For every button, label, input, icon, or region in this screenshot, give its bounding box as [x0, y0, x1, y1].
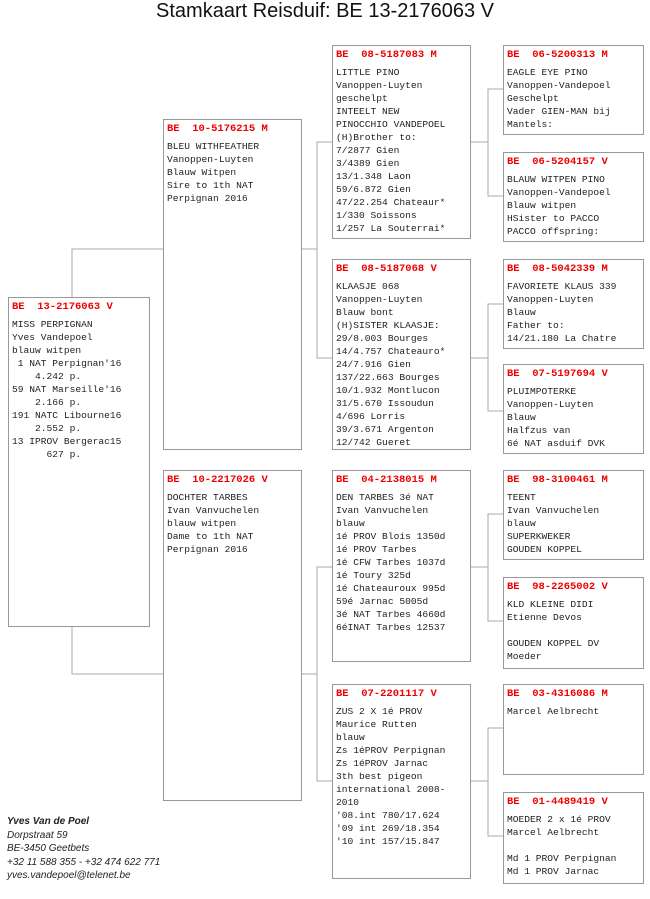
card-line: GOUDEN KOPPEL [507, 544, 582, 555]
card-line: 3th best pigeon [336, 771, 423, 782]
card-line: international 2008- [336, 784, 446, 795]
card-line: KLAASJE 068 [336, 281, 400, 292]
card-line: LITTLE PINO [336, 67, 400, 78]
subject-pigeon-card [8, 297, 150, 627]
card-line: EAGLE EYE PINO [507, 67, 588, 78]
ring-number: BE 07-2201117 V [336, 688, 437, 700]
card-lines [167, 491, 301, 556]
card-line: BLEU WITHFEATHER [167, 141, 260, 152]
card-lines [507, 813, 643, 878]
card-line: 137/22.663 Bourges [336, 372, 440, 383]
card-line: GOUDEN KOPPEL DV [507, 638, 600, 649]
card-line: blauw witpen [167, 518, 237, 529]
owner-street: Dorpstraat 59 [7, 829, 68, 841]
card-line: 47/22.254 Chateaur* [336, 197, 446, 208]
card-line: Geschelpt [507, 93, 559, 104]
card-line: PINOCCHIO VANDEPOEL [336, 119, 446, 130]
card-line: BLAUW WITPEN PINO [507, 174, 605, 185]
ring-number: BE 13-2176063 V [12, 301, 113, 313]
card-line: Perpignan 2016 [167, 193, 248, 204]
card-line: Vanoppen-Luyten [507, 294, 594, 305]
card-line: Ivan Vanvuchelen [336, 505, 429, 516]
card-line: 1é CFW Tarbes 1037d [336, 557, 446, 568]
ring-number: BE 04-2138015 M [336, 474, 437, 486]
card-line: '08.int 780/17.624 [336, 810, 440, 821]
ring-number: BE 98-2265002 V [507, 581, 608, 593]
card-line: 1é PROV Blois 1350d [336, 531, 446, 542]
owner-name: Yves Van de Poel [7, 816, 90, 827]
card-line: Blauw [507, 307, 536, 318]
card-line: '09 int 269/18.354 [336, 823, 440, 834]
card-lines [507, 598, 643, 663]
card-line: 1é PROV Tarbes [336, 544, 417, 555]
card-lines [336, 705, 470, 848]
card-line: '10 int 157/15.847 [336, 836, 440, 847]
card-line: Sire to 1th NAT [167, 180, 254, 191]
ring-number: BE 07-5197694 V [507, 368, 608, 380]
ring-number: BE 08-5042339 M [507, 263, 608, 275]
card-line: Etienne Devos [507, 612, 582, 623]
card-line: Father to: [507, 320, 565, 331]
card-line: 4.242 p. [12, 371, 82, 382]
card-lines [507, 491, 643, 556]
card-line: PACCO offspring: [507, 226, 600, 237]
card-line: 14/21.180 La Chatre [507, 333, 617, 344]
dam-sire-dam-card [503, 577, 644, 669]
dam-sire-card [332, 470, 471, 662]
card-line: 2.166 p. [12, 397, 82, 408]
card-line: SUPERKWEKER [507, 531, 571, 542]
card-line: 13/1.348 Laon [336, 171, 411, 182]
card-line: 13 IPROV Bergerac15 [12, 436, 122, 447]
card-line: 1/257 La Souterrai* [336, 223, 446, 234]
card-line: 1é Toury 325d [336, 570, 411, 581]
sire-sire-card [332, 45, 471, 239]
card-line: blauw [336, 732, 365, 743]
dam-dam-dam-card [503, 792, 644, 884]
card-lines [12, 318, 149, 461]
card-line: 12/742 Gueret [336, 437, 411, 448]
card-line: Ivan Vanvuchelen [507, 505, 600, 516]
ring-number: BE 03-4316086 M [507, 688, 608, 700]
card-line: DOCHTER TARBES [167, 492, 248, 503]
card-line: 59é Jarnac 5005d [336, 596, 429, 607]
card-lines [167, 140, 301, 205]
card-line: 4/696 Lorris [336, 411, 406, 422]
card-lines [336, 491, 470, 634]
dam-card [163, 470, 302, 801]
owner-city: BE-3450 Geetbets [7, 843, 90, 854]
card-line: Vanoppen-Luyten [167, 154, 254, 165]
owner-email[interactable]: yves.vandepoel@telenet.be [7, 870, 131, 881]
card-line: 14/4.757 Chateauro* [336, 346, 446, 357]
ring-number: BE 08-5187083 M [336, 49, 437, 61]
ring-number: BE 08-5187068 V [336, 263, 437, 275]
card-line: Vanoppen-Luyten [336, 294, 423, 305]
card-line: 39/3.671 Argenton [336, 424, 434, 435]
card-line: INTEELT NEW [336, 106, 400, 117]
card-line: Vanoppen-Luyten [336, 80, 423, 91]
card-line [507, 839, 643, 852]
sire-dam-dam-card [503, 364, 644, 454]
card-line: Yves Vandepoel [12, 332, 93, 343]
card-line: 6é NAT asduif DVK [507, 438, 605, 449]
sire-card [163, 119, 302, 450]
card-lines [507, 705, 643, 718]
card-line: 191 NATC Libourne16 [12, 410, 122, 421]
dam-dam-card [332, 684, 471, 879]
card-line: Blauw [507, 412, 536, 423]
card-line: 59/6.872 Gien [336, 184, 411, 195]
card-line: 1/330 Soissons [336, 210, 417, 221]
card-lines [507, 280, 643, 345]
card-line: 24/7.916 Gien [336, 359, 411, 370]
card-line: Moeder [507, 651, 542, 662]
sire-dam-sire-card [503, 259, 644, 349]
card-line: 1 NAT Perpignan'16 [12, 358, 122, 369]
card-line: Ivan Vanvuchelen [167, 505, 260, 516]
sire-sire-sire-card [503, 45, 644, 135]
dam-dam-sire-card [503, 684, 644, 775]
card-lines [507, 173, 643, 238]
card-line: (H)SISTER KLAASJE: [336, 320, 440, 331]
card-line: 7/2877 Gien [336, 145, 400, 156]
card-line: 3/4389 Gien [336, 158, 400, 169]
card-line: Perpignan 2016 [167, 544, 248, 555]
card-line: Vanoppen-Vandepoel [507, 187, 611, 198]
card-line: Vanoppen-Luyten [507, 399, 594, 410]
card-line: 2010 [336, 797, 360, 808]
card-line: Maurice Rutten [336, 719, 417, 730]
card-line: Mantels: [507, 119, 554, 130]
card-line: Md 1 PROV Jarnac [507, 866, 600, 877]
ring-number: BE 06-5200313 M [507, 49, 608, 61]
card-line: HSister to PACCO [507, 213, 600, 224]
card-line: 3é NAT Tarbes 4660d [336, 609, 446, 620]
card-line: KLD KLEINE DIDI [507, 599, 594, 610]
ring-number: BE 01-4489419 V [507, 796, 608, 808]
ring-number: BE 10-5176215 M [167, 123, 268, 135]
card-line: blauw [507, 518, 536, 529]
dam-sire-sire-card [503, 470, 644, 560]
card-line: FAVORIETE KLAUS 339 [507, 281, 617, 292]
card-line: 31/5.670 Issoudun [336, 398, 434, 409]
ring-number: BE 10-2217026 V [167, 474, 268, 486]
card-line: (H)Brother to: [336, 132, 417, 143]
card-line: 59 NAT Marseille'16 [12, 384, 122, 395]
card-line: Zs 1éPROV Perpignan [336, 745, 446, 756]
card-line: MISS PERPIGNAN [12, 319, 93, 330]
card-line: Blauw witpen [507, 200, 577, 211]
card-lines [507, 66, 643, 131]
card-line: Vader GIEN-MAN bij [507, 106, 611, 117]
card-line: geschelpt [336, 93, 388, 104]
card-line: 6éINAT Tarbes 12537 [336, 622, 446, 633]
card-line: Md 1 PROV Perpignan [507, 853, 617, 864]
card-line: DEN TARBES 3é NAT [336, 492, 434, 503]
ring-number: BE 06-5204157 V [507, 156, 608, 168]
card-line: TEENT [507, 492, 536, 503]
card-line: Marcel Aelbrecht [507, 827, 600, 838]
card-line [507, 624, 643, 637]
card-line: Dame to 1th NAT [167, 531, 254, 542]
card-line: blauw witpen [12, 345, 82, 356]
card-line: 627 p. [12, 449, 82, 460]
card-line: Halfzus van [507, 425, 571, 436]
card-lines [507, 385, 643, 450]
card-line: Zs 1éPROV Jarnac [336, 758, 429, 769]
page-title: Stamkaart Reisduif: BE 13-2176063 V [156, 0, 494, 22]
card-line: Blauw Witpen [167, 167, 237, 178]
sire-sire-dam-card [503, 152, 644, 242]
sire-dam-card [332, 259, 471, 450]
card-line: 2.552 p. [12, 423, 82, 434]
card-line: PLUIMPOTERKE [507, 386, 577, 397]
card-line: 29/8.003 Bourges [336, 333, 429, 344]
card-lines [336, 66, 470, 235]
owner-info [7, 815, 160, 883]
card-line: Marcel Aelbrecht [507, 706, 600, 717]
card-line: MOEDER 2 x 1é PROV [507, 814, 611, 825]
card-lines [336, 280, 470, 449]
card-line: blauw [336, 518, 365, 529]
card-line: 1é Chateauroux 995d [336, 583, 446, 594]
card-line: Blauw bont [336, 307, 394, 318]
card-line: ZUS 2 X 1é PROV [336, 706, 423, 717]
card-line: Vanoppen-Vandepoel [507, 80, 611, 91]
ring-number: BE 98-3100461 M [507, 474, 608, 486]
owner-phone: +32 11 588 355 - +32 474 622 771 [7, 856, 161, 868]
card-line: 10/1.932 Montlucon [336, 385, 440, 396]
